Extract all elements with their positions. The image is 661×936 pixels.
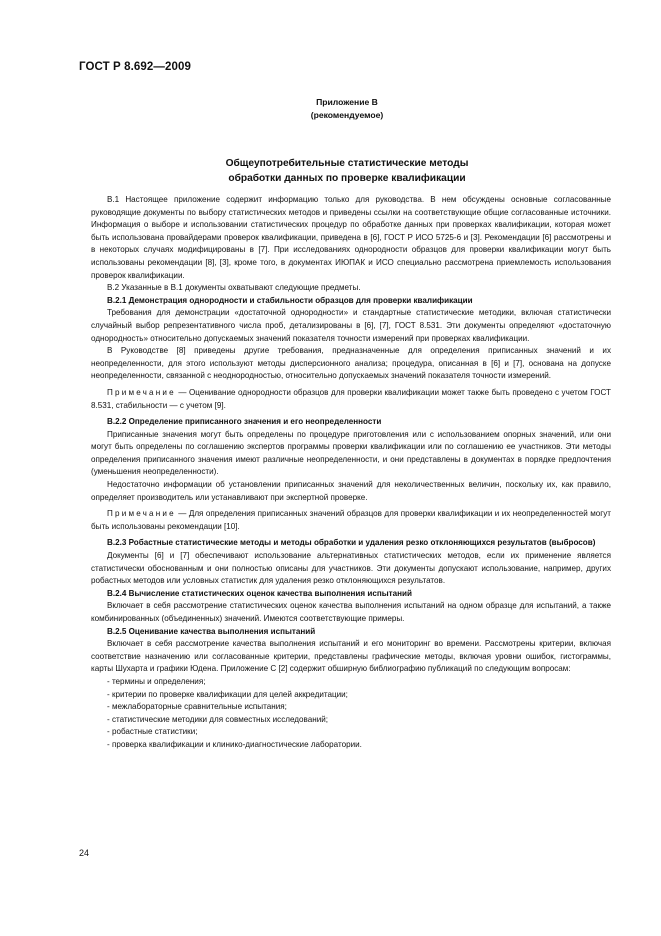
note-2 — [91, 508, 611, 533]
appendix-title: Приложение В — [316, 97, 378, 107]
appendix-heading — [79, 96, 615, 122]
document-body — [91, 194, 611, 752]
note-1-text: — Оценивание однородности образцов для проверки квалификации может также быть проведено с учетом ГОСТ 8.531, стабильности — с учетом [9]. — [91, 387, 611, 410]
heading-b24: В.2.4 Вычисление статистических оценок качества выполнения испытаний — [107, 588, 412, 598]
paragraph-b21-1: Требования для демонстрации «достаточной однородности» и стандартные статистические методики, включая статистически случайный выбор репрезентативного числа проб, детализированы в [6], [7], ГОСТ 8.531. Эти документы определяют «достаточную однородность» относительно допускаемых значений показателя точности измерений при проверках квалификации. — [91, 308, 611, 343]
heading-b25: В.2.5 Оценивание качества выполнения испытаний — [107, 626, 316, 636]
list-item: - критерии по проверке квалификации для целей аккредитации; — [107, 689, 348, 699]
paragraph-b1: В.1 Настоящее приложение содержит информацию только для руководства. В нем обсуждены основные согласованные руководящие документы по выбору статистических методов и приведены ссылки на соответствующие общие согласованные источники. Информация о выборе и использовании статистических процедур по обработке данных при проверках квалификации, которая может быть использована провайдерами проверок квалификации, приведена в [6], ГОСТ Р ИСО 5725-6 и [3]. Рекомендации [6] рассмотрены и в некоторых случаях модифицированы в [7]. При исследованиях однородности образцов для проверки квалификации могут быть использованы рекомендации [8], [3], кроме того, в документах ИЮПАК и ИСО специально рассмотрена приемлемость использования проверок квалификации. — [91, 195, 611, 280]
heading-b21: В.2.1 Демонстрация однородности и стабильности образцов для проверки квалификации — [107, 295, 473, 305]
paragraph-b22-2: Недостаточно информации об установлении приписанных значений для неколичественных величин, поскольку их, как правило, определяет производитель или устанавливают при экспертной проверке. — [91, 480, 611, 502]
document-header: ГОСТ Р 8.692—2009 — [79, 61, 191, 73]
bibliography-topics-list — [91, 676, 611, 752]
paragraph-b21-2: В Руководстве [8] приведены другие требования, предназначенные для определения приписанных значений и их неопределенности, для этого используют методы дисперсионного анализа; процедура, описанная в [6] и [7], основана на допуске неопределенности, связанной с неоднородностью, относительно допускаемых значений показателя точности измерений. — [91, 346, 611, 381]
heading-b22: В.2.2 Определение приписанного значения и его неопределенности — [107, 417, 382, 427]
section-title — [79, 156, 615, 186]
paragraph-b23: Документы [6] и [7] обеспечивают использование альтернативных статистических методов, если их применение является статистически обоснованным и они полностью описаны для участников. Эти документы допускают использование, например, других робастных методов или условных статистик для удаления резко отклоняющихся результатов. — [91, 551, 611, 586]
list-item: - термины и определения; — [107, 676, 206, 686]
paragraph-b24: Включает в себя рассмотрение статистических оценок качества выполнения испытаний на одном образце для испытаний, а также комбинированных (объединенных) значений. Имеются соответствующие примеры. — [91, 601, 611, 623]
note-1 — [91, 387, 611, 412]
list-item: - робастные статистики; — [107, 727, 198, 737]
section-title-line-2: обработки данных по проверке квалификации — [228, 173, 466, 184]
paragraph-b2: В.2 Указанные в В.1 документы охватывают следующие предметы. — [107, 283, 361, 293]
page-number: 24 — [79, 848, 90, 858]
heading-b23: В.2.3 Робастные статистические методы и методы обработки и удаления резко отклоняющихся результатов (выбросов) — [107, 538, 596, 548]
appendix-subtitle: (рекомендуемое) — [310, 110, 384, 120]
list-item: - межлабораторные сравнительные испытания; — [107, 702, 287, 712]
paragraph-b25: Включает в себя рассмотрение качества выполнения испытаний и его мониторинг во времени. Рассмотрены критерии, включая соответствие назначению или согласованные критерии, представлены графические методы, включая уровни ошибок, гистограммы, карты Шухарта и графики Юдена. Приложение С [2] содержит обширную библиографию публикаций по следующим вопросам: — [91, 639, 611, 674]
note-1-label: Примечание — [107, 387, 176, 397]
note-2-label: Примечание — [107, 509, 176, 519]
paragraph-b22-1: Приписанные значения могут быть определены по процедуре приготовления или с использованием опорных значений, или они могут быть определены по соглашению экспертов программы проверки квалификации или по соглашению ее участников. Эти методы определения приписанного значения имеют различные неопределенности, и они представлены в документах в порядке предпочтения (уменьшения неопределенности). — [91, 429, 611, 477]
list-item: - статистические методики для совместных исследований; — [107, 714, 328, 724]
note-2-text: — Для определения приписанных значений образцов для проверки квалификации и их неопределенностей могут быть использованы рекомендации [10]. — [91, 509, 611, 531]
list-item: - проверка квалификации и клинико-диагностические лаборатории. — [107, 739, 362, 749]
section-title-line-1: Общеупотребительные статистические методы — [225, 158, 469, 169]
